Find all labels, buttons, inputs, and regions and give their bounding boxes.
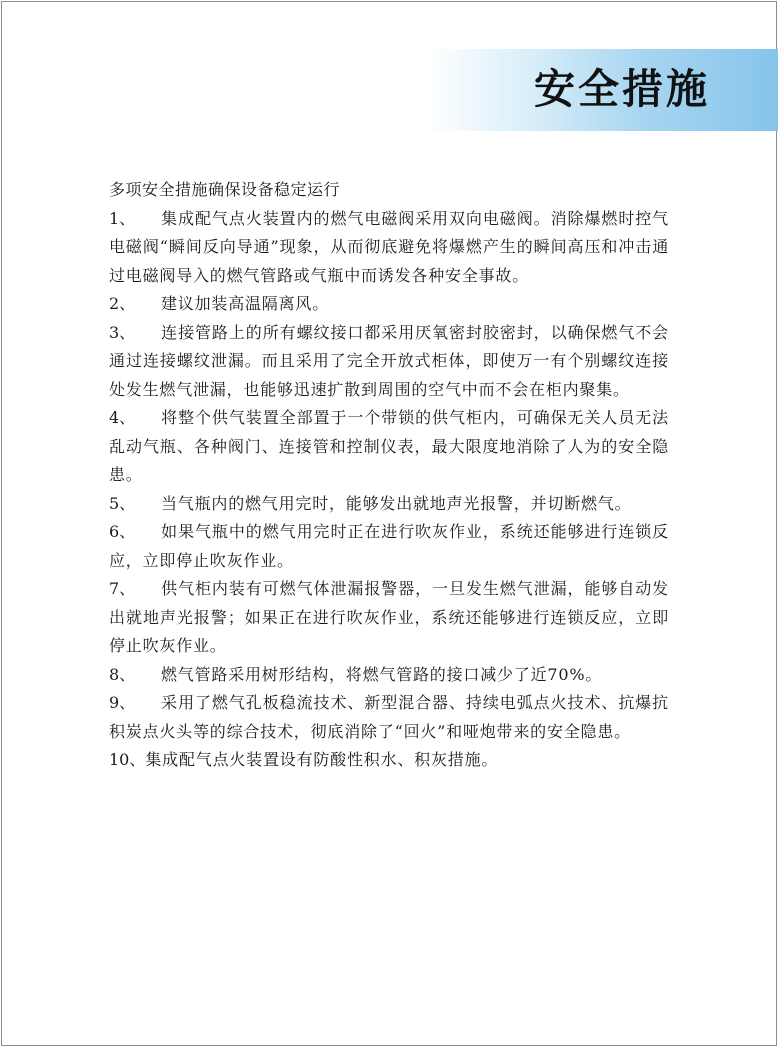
list-item — [109, 661, 669, 690]
item-number: 4、 — [109, 408, 136, 427]
page-title: 安全措施 — [534, 65, 710, 113]
item-number: 8、 — [109, 664, 136, 684]
item-number: 6、 — [109, 522, 136, 541]
item-text: 集成配气点火装置内的燃气电磁阀采用双向电磁阀。消除爆燃时控气电磁阀“瞬间反向导通”现象，从而彻底避免将爆燃产生的瞬间高压和冲击通过电磁阀导入的燃气管路或气瓶中而诱发各种安全事故。 — [109, 208, 669, 285]
item-text: 供气柜内装有可燃气体泄漏报警器，一旦发生燃气泄漏，能够自动发出就地声光报警；如果正在进行吹灰作业，系统还能够进行连锁反应，立即停止吹灰作业。 — [109, 579, 669, 655]
item-number: 2、 — [109, 294, 136, 313]
list-item — [109, 490, 669, 519]
list-item — [109, 319, 669, 405]
item-text: 将整个供气装置全部置于一个带锁的供气柜内，可确保无关人员无法乱动气瓶、各种阀门、连接管和控制仪表，最大限度地消除了人为的安全隐患。 — [109, 408, 669, 484]
item-text: 连接管路上的所有螺纹接口都采用厌氧密封胶密封，以确保燃气不会通过连接螺纹泄漏。而且采用了完全开放式柜体，即使万一有个别螺纹连接处发生燃气泄漏，也能够迅速扩散到周围的空气中而不会在柜内聚集。 — [109, 322, 669, 399]
item-text: 当气瓶内的燃气用完时，能够发出就地声光报警，并切断燃气。 — [161, 493, 632, 513]
item-number: 5、 — [109, 493, 136, 513]
list-item — [109, 290, 669, 319]
content-body — [109, 176, 669, 775]
list-item — [109, 689, 669, 746]
list-item — [109, 746, 669, 775]
list-item — [109, 518, 669, 575]
item-number: 10、 — [109, 750, 146, 769]
item-text: 如果气瓶中的燃气用完时正在进行吹灰作业，系统还能够进行连锁反应，立即停止吹灰作业。 — [109, 522, 669, 570]
item-text: 采用了燃气孔板稳流技术、新型混合器、持续电弧点火技术、抗爆抗积炭点火头等的综合技术，彻底消除了“回火”和哑炮带来的安全隐患。 — [109, 693, 669, 741]
item-number: 7、 — [109, 579, 136, 598]
item-text: 集成配气点火装置设有防酸性积水、积灰措施。 — [145, 750, 499, 769]
item-number: 9、 — [109, 693, 136, 712]
item-text: 燃气管路采用树形结构，将燃气管路的接口减少了近70%。 — [161, 664, 603, 684]
list-item — [109, 575, 669, 661]
title-banner — [426, 49, 778, 131]
item-number: 1、 — [109, 208, 136, 228]
section-subtitle: 多项安全措施确保设备稳定运行 — [109, 180, 341, 199]
list-item — [109, 205, 669, 291]
item-text: 建议加装高温隔离风。 — [161, 294, 330, 313]
list-item — [109, 404, 669, 490]
item-number: 3、 — [109, 322, 136, 342]
